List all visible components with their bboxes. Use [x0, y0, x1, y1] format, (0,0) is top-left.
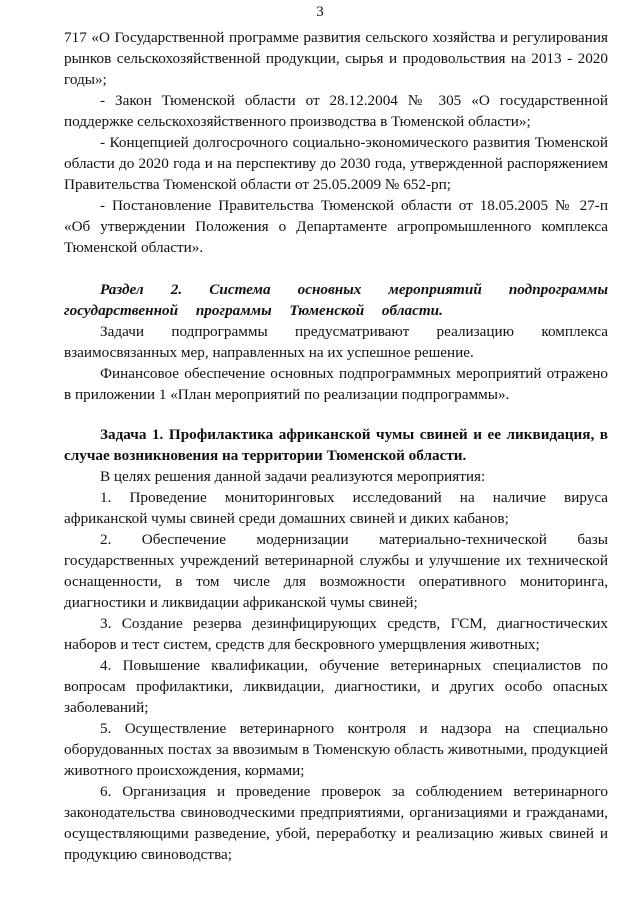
list-item: 5. Осуществление ветеринарного контроля и надзора на специально оборудованных постах за ввозимым в Тюменскую область животными, продукцией животного происхождения, кормами; — [64, 720, 608, 779]
paragraph-resolution: - Постановление Правительства Тюменской области от 18.05.2005 № 27-п «Об утверждении Положения о Департаменте агропромышленного комплекса Тюменской области». — [64, 197, 608, 256]
paragraph-measures-intro: В целях решения данной задачи реализуются мероприятия: — [100, 468, 486, 485]
task-title: Задача 1. Профилактика африканской чумы свиней и ее ликвидация, в случае возникновения на территории Тюменской области. — [64, 426, 608, 464]
list-item: 1. Проведение мониторинговых исследований на наличие вируса африканской чумы свиней среди домашних свиней и диких кабанов; — [64, 489, 608, 527]
list-item: 3. Создание резерва дезинфицирующих средств, ГСМ, диагностических наборов и тест систем, средств для бескровного умерщвления животных; — [64, 615, 608, 653]
page-number: 3 — [316, 4, 324, 20]
section-title: Раздел 2. Система основных мероприятий подпрограммы государственной программы Тюменской области. — [64, 281, 608, 319]
paragraph-financing: Финансовое обеспечение основных подпрограммных мероприятий отражено в приложении 1 «План мероприятий по реализации подпрограммы». — [64, 365, 608, 403]
paragraph-concept: - Концепцией долгосрочного социально-экономического развития Тюменской области до 2020 года и на перспективу до 2030 года, утвержденной распоряжением Правительства Тюменской области от 25.05.2009 № 652-рп; — [64, 134, 608, 193]
paragraph-continuation: 717 «О Государственной программе развития сельского хозяйства и регулирования рынков сельскохозяйственной продукции, сырья и продовольствия на 2013 - 2020 годы»; — [64, 29, 608, 88]
spacer — [64, 405, 608, 424]
list-item: 6. Организация и проведение проверок за соблюдением ветеринарного законодательства свиноводческими предприятиями, организациями и гражданами, осуществляющими разведение, убой, переработку и реализацию живых свиней и продукцию свиноводства; — [64, 783, 608, 863]
document-body — [64, 27, 608, 865]
paragraph-tasks: Задачи подпрограммы предусматривают реализацию комплекса взаимосвязанных мер, направленных на их успешное решение. — [64, 323, 608, 361]
list-item: 4. Повышение квалификации, обучение ветеринарных специалистов по вопросам профилактики, ликвидации, диагностики, и других особо опасных заболеваний; — [64, 657, 608, 716]
list-item: 2. Обеспечение модернизации материально-технической базы государственных учреждений ветеринарной службы и улучшение их технической оснащенности, в том числе для возможности оперативного мониторинга, диагностики и ликвидации африканской чумы свиней; — [64, 531, 608, 611]
paragraph-law: - Закон Тюменской области от 28.12.2004 № 305 «О государственной поддержке сельскохозяйственного производства в Тюменской области»; — [64, 92, 608, 130]
spacer — [64, 258, 608, 279]
